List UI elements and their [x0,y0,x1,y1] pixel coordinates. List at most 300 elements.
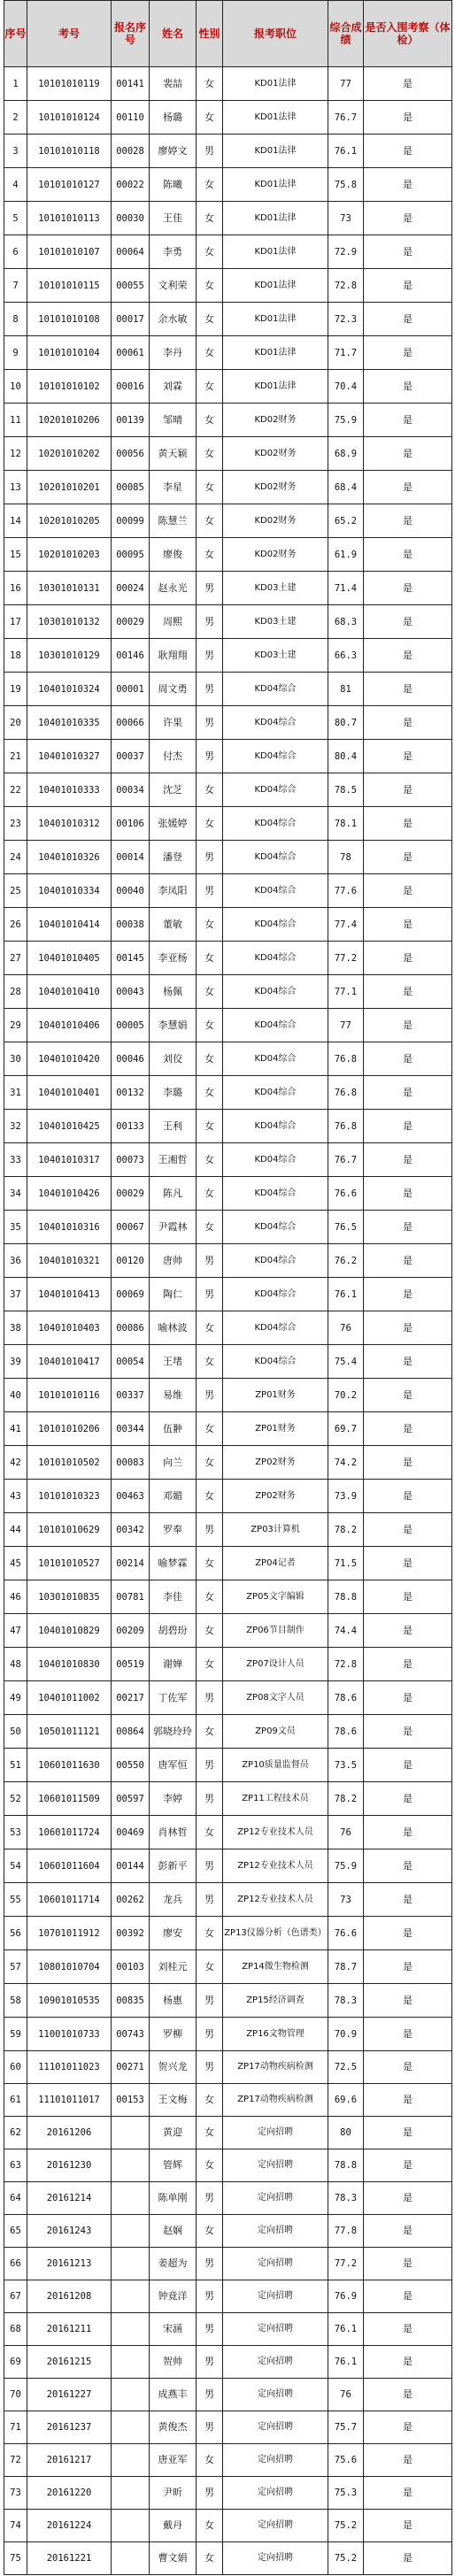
cell-shortlisted: 是 [364,2117,452,2149]
cell-exam-no: 10401010326 [27,841,112,874]
cell-reg-no: 00110 [112,101,150,135]
cell-name: 许果 [150,706,197,740]
cell-position: KD04综合 [223,1244,328,1278]
cell-exam-no: 20161230 [27,2149,112,2182]
cell-exam-no: 10401010425 [27,1110,112,1143]
cell-score: 69.6 [328,2084,364,2117]
cell-shortlisted: 是 [364,740,452,773]
cell-score: 77.6 [328,874,364,908]
cell-name: 向兰 [150,1446,197,1480]
cell-position: KD04综合 [223,1110,328,1143]
table-row [4,740,452,773]
cell-position: ZP02财务 [223,1446,328,1480]
cell-name: 尹昕 [150,2477,197,2510]
cell-position: ZP15经济调查 [223,1984,328,2018]
header-reg-no: 报名序号 [112,1,150,67]
cell-name: 董敏 [150,908,197,942]
table-header [4,1,452,67]
table-row [4,2411,452,2444]
cell-name: 肖林哲 [150,1816,197,1849]
cell-shortlisted: 是 [364,67,452,101]
cell-reg-no: 00069 [112,1278,150,1311]
cell-reg-no: 00519 [112,1648,150,1681]
cell-exam-no: 10401010317 [27,1143,112,1177]
cell-shortlisted: 是 [364,841,452,874]
cell-exam-no: 10401011002 [27,1681,112,1715]
cell-gender: 女 [197,1950,223,1984]
cell-reg-no [112,2248,150,2280]
cell-reg-no: 00073 [112,1143,150,1177]
cell-shortlisted: 是 [364,168,452,202]
cell-reg-no: 00064 [112,235,150,269]
cell-exam-no: 10401010316 [27,1211,112,1244]
cell-score: 75.2 [328,2542,364,2575]
cell-position: ZP01财务 [223,1379,328,1412]
cell-position: KD02财务 [223,504,328,538]
cell-score: 73 [328,202,364,235]
cell-exam-no: 10401010403 [27,1311,112,1345]
cell-reg-no: 00022 [112,168,150,202]
cell-gender: 女 [197,1917,223,1950]
cell-gender: 女 [197,1009,223,1042]
cell-position: ZP04记者 [223,1547,328,1580]
cell-reg-no: 00066 [112,706,150,740]
cell-seq: 55 [4,1883,27,1917]
cell-name: 罗奉 [150,1513,197,1547]
cell-position: ZP12专业技术人员 [223,1883,328,1917]
cell-score: 73.5 [328,1749,364,1782]
cell-gender: 女 [197,538,223,572]
cell-exam-no: 11001010733 [27,2018,112,2051]
cell-exam-no: 20161211 [27,2313,112,2346]
cell-score: 70.2 [328,1379,364,1412]
cell-shortlisted: 是 [364,1917,452,1950]
table-row [4,1547,452,1580]
cell-position: KD01法律 [223,135,328,168]
cell-gender: 男 [197,2313,223,2346]
cell-gender: 女 [197,1715,223,1749]
cell-exam-no: 10101010102 [27,370,112,404]
cell-score: 78.3 [328,2182,364,2215]
cell-name: 杨惠 [150,1984,197,2018]
header-shortlisted: 是否入围考察（体检） [364,1,452,67]
cell-gender: 女 [197,908,223,942]
cell-reg-no: 00046 [112,1042,150,1076]
cell-gender: 男 [197,874,223,908]
cell-seq: 5 [4,202,27,235]
cell-name: 钟竟洋 [150,2280,197,2313]
cell-seq: 20 [4,706,27,740]
cell-reg-no: 00835 [112,1984,150,2018]
cell-name: 廖俊 [150,538,197,572]
cell-position: KD04综合 [223,1177,328,1211]
table-row [4,1950,452,1984]
cell-gender: 男 [197,1883,223,1917]
cell-score: 77.1 [328,975,364,1009]
cell-seq: 4 [4,168,27,202]
cell-exam-no: 10601011604 [27,1849,112,1883]
table-row [4,572,452,605]
cell-name: 王佳 [150,202,197,235]
cell-reg-no: 00056 [112,437,150,471]
cell-seq: 52 [4,1782,27,1816]
cell-name: 周文勇 [150,673,197,706]
cell-exam-no: 10401010413 [27,1278,112,1311]
table-row [4,2248,452,2280]
cell-position: 定向招聘 [223,2313,328,2346]
table-row [4,874,452,908]
cell-score: 73 [328,1883,364,1917]
cell-seq: 31 [4,1076,27,1110]
cell-name: 赵娴 [150,2215,197,2248]
cell-seq: 23 [4,807,27,841]
table-row [4,975,452,1009]
cell-shortlisted: 是 [364,135,452,168]
table-row [4,773,452,807]
cell-exam-no: 20161217 [27,2444,112,2477]
cell-position: KD04综合 [223,706,328,740]
cell-shortlisted: 是 [364,1883,452,1917]
cell-name: 李凤阳 [150,874,197,908]
table-row [4,1816,452,1849]
cell-name: 黄迎 [150,2117,197,2149]
cell-shortlisted: 是 [364,1009,452,1042]
cell-position: ZP11工程技术员 [223,1782,328,1816]
table-row [4,235,452,269]
cell-name: 王湘哲 [150,1143,197,1177]
cell-seq: 30 [4,1042,27,1076]
cell-name: 谢婵 [150,1648,197,1681]
cell-seq: 9 [4,336,27,370]
table-row [4,1749,452,1782]
cell-exam-no: 20161220 [27,2477,112,2510]
cell-reg-no [112,2149,150,2182]
cell-score: 75.7 [328,2411,364,2444]
cell-gender: 女 [197,2510,223,2542]
cell-position: ZP12专业技术人员 [223,1816,328,1849]
cell-position: ZP14微生物检测 [223,1950,328,1984]
cell-exam-no: 10401010406 [27,1009,112,1042]
cell-seq: 2 [4,101,27,135]
cell-name: 杨佩 [150,975,197,1009]
table-row [4,135,452,168]
table-row [4,1681,452,1715]
cell-name: 管辉 [150,2149,197,2182]
cell-reg-no [112,2444,150,2477]
table-row [4,841,452,874]
cell-shortlisted: 是 [364,2542,452,2575]
cell-shortlisted: 是 [364,303,452,336]
cell-exam-no: 10101010119 [27,67,112,101]
cell-shortlisted: 是 [364,1278,452,1311]
cell-exam-no: 10401010410 [27,975,112,1009]
cell-gender: 女 [197,1110,223,1143]
cell-position: KD01法律 [223,336,328,370]
cell-gender: 女 [197,1042,223,1076]
cell-gender: 男 [197,1513,223,1547]
cell-score: 76.2 [328,1244,364,1278]
cell-position: KD04综合 [223,874,328,908]
cell-position: KD01法律 [223,269,328,303]
cell-name: 郭晓玲玲 [150,1715,197,1749]
cell-seq: 66 [4,2248,27,2280]
cell-reg-no [112,2510,150,2542]
cell-reg-no: 00005 [112,1009,150,1042]
cell-score: 78.8 [328,2149,364,2182]
table-row [4,1715,452,1749]
cell-score: 75.9 [328,1849,364,1883]
cell-position: ZP17动物疾病检测 [223,2084,328,2117]
cell-position: KD04综合 [223,1009,328,1042]
cell-shortlisted: 是 [364,1446,452,1480]
cell-position: KD04综合 [223,975,328,1009]
cell-exam-no: 10601011714 [27,1883,112,1917]
table-row [4,1278,452,1311]
cell-gender: 男 [197,1782,223,1816]
cell-name: 付杰 [150,740,197,773]
cell-shortlisted: 是 [364,437,452,471]
cell-name: 裴喆 [150,67,197,101]
cell-gender: 女 [197,807,223,841]
cell-position: KD03土建 [223,639,328,673]
cell-shortlisted: 是 [364,1547,452,1580]
cell-name: 赵永光 [150,572,197,605]
cell-reg-no: 00024 [112,572,150,605]
cell-exam-no: 10301010132 [27,605,112,639]
cell-score: 78.8 [328,1580,364,1614]
cell-seq: 7 [4,269,27,303]
cell-seq: 57 [4,1950,27,1984]
cell-gender: 女 [197,336,223,370]
cell-name: 唐帅 [150,1244,197,1278]
cell-score: 76 [328,1816,364,1849]
cell-score: 73.9 [328,1480,364,1513]
cell-score: 76.1 [328,2313,364,2346]
table-row [4,471,452,504]
cell-reg-no [112,2215,150,2248]
cell-reg-no: 00342 [112,1513,150,1547]
cell-name: 黄天颖 [150,437,197,471]
table-row [4,1143,452,1177]
cell-seq: 22 [4,773,27,807]
cell-position: KD02财务 [223,404,328,437]
table-row [4,202,452,235]
cell-seq: 37 [4,1278,27,1311]
cell-shortlisted: 是 [364,471,452,504]
cell-position: KD03土建 [223,605,328,639]
cell-gender: 男 [197,1278,223,1311]
cell-seq: 41 [4,1412,27,1446]
cell-name: 沈芝 [150,773,197,807]
cell-score: 71.4 [328,572,364,605]
cell-shortlisted: 是 [364,2510,452,2542]
cell-position: KD02财务 [223,538,328,572]
cell-shortlisted: 是 [364,336,452,370]
cell-position: ZP12专业技术人员 [223,1849,328,1883]
cell-reg-no [112,2346,150,2379]
table-row [4,1849,452,1883]
cell-score: 75.2 [328,2510,364,2542]
table-row [4,437,452,471]
cell-gender: 女 [197,1614,223,1648]
cell-score: 77 [328,67,364,101]
cell-score: 68.3 [328,605,364,639]
cell-score: 74.4 [328,1614,364,1648]
cell-gender: 女 [197,1580,223,1614]
cell-score: 76.1 [328,2346,364,2379]
cell-reg-no: 00153 [112,2084,150,2117]
cell-gender: 女 [197,1311,223,1345]
cell-exam-no: 10101010118 [27,135,112,168]
cell-gender: 男 [197,1681,223,1715]
cell-position: KD04综合 [223,841,328,874]
cell-seq: 26 [4,908,27,942]
cell-exam-no: 10201010206 [27,404,112,437]
table-row [4,2084,452,2117]
cell-shortlisted: 是 [364,1648,452,1681]
cell-gender: 女 [197,2117,223,2149]
cell-position: KD02财务 [223,437,328,471]
table-row [4,2051,452,2084]
cell-gender: 女 [197,975,223,1009]
table-row [4,1917,452,1950]
cell-shortlisted: 是 [364,1681,452,1715]
cell-score: 71.7 [328,336,364,370]
cell-name: 邹晴 [150,404,197,437]
cell-position: KD01法律 [223,168,328,202]
cell-score: 70.9 [328,2018,364,2051]
cell-shortlisted: 是 [364,2084,452,2117]
cell-gender: 女 [197,303,223,336]
table-row [4,673,452,706]
cell-gender: 女 [197,2084,223,2117]
cell-reg-no: 00029 [112,605,150,639]
table-body [4,67,452,2575]
cell-shortlisted: 是 [364,773,452,807]
cell-gender: 女 [197,1648,223,1681]
cell-gender: 女 [197,504,223,538]
cell-reg-no: 00040 [112,874,150,908]
cell-score: 77.2 [328,942,364,975]
cell-gender: 女 [197,1412,223,1446]
cell-score: 72.8 [328,269,364,303]
cell-name: 余水敏 [150,303,197,336]
cell-gender: 男 [197,2248,223,2280]
cell-seq: 24 [4,841,27,874]
cell-gender: 女 [197,2215,223,2248]
cell-shortlisted: 是 [364,572,452,605]
cell-exam-no: 10401010334 [27,874,112,908]
table-row [4,303,452,336]
table-row [4,2379,452,2411]
table-row [4,1480,452,1513]
cell-seq: 61 [4,2084,27,2117]
cell-name: 曹文娟 [150,2542,197,2575]
cell-position: 定向招聘 [223,2542,328,2575]
cell-exam-no: 10401010312 [27,807,112,841]
cell-position: KD04综合 [223,1345,328,1379]
cell-exam-no: 10301010131 [27,572,112,605]
cell-reg-no [112,2542,150,2575]
cell-reg-no: 00103 [112,1950,150,1984]
cell-shortlisted: 是 [364,2018,452,2051]
table-row [4,2215,452,2248]
cell-shortlisted: 是 [364,1211,452,1244]
cell-name: 丁佐军 [150,1681,197,1715]
cell-exam-no: 10101010206 [27,1412,112,1446]
table-row [4,2313,452,2346]
cell-score: 76.5 [328,1211,364,1244]
cell-score: 75.9 [328,404,364,437]
cell-gender: 女 [197,773,223,807]
cell-reg-no: 00597 [112,1782,150,1816]
cell-shortlisted: 是 [364,1849,452,1883]
cell-seq: 72 [4,2444,27,2477]
cell-score: 81 [328,673,364,706]
cell-name: 廖婷文 [150,135,197,168]
cell-position: KD01法律 [223,67,328,101]
cell-gender: 男 [197,2280,223,2313]
cell-exam-no: 10801010704 [27,1950,112,1984]
cell-reg-no: 00262 [112,1883,150,1917]
cell-exam-no: 10401010426 [27,1177,112,1211]
cell-score: 69.7 [328,1412,364,1446]
cell-score: 76 [328,1311,364,1345]
cell-position: KD04综合 [223,1211,328,1244]
cell-gender: 男 [197,2411,223,2444]
table-row [4,2444,452,2477]
cell-reg-no: 00550 [112,1749,150,1782]
table-row [4,1412,452,1446]
table-row [4,269,452,303]
cell-seq: 44 [4,1513,27,1547]
cell-exam-no: 10101010323 [27,1480,112,1513]
cell-name: 李婷 [150,1782,197,1816]
cell-score: 76.1 [328,1278,364,1311]
cell-exam-no: 10301010129 [27,639,112,673]
cell-name: 彭新平 [150,1849,197,1883]
cell-reg-no: 00014 [112,841,150,874]
cell-gender: 男 [197,135,223,168]
cell-reg-no: 00132 [112,1076,150,1110]
cell-gender: 男 [197,2051,223,2084]
cell-seq: 74 [4,2510,27,2542]
header-gender: 性别 [197,1,223,67]
cell-shortlisted: 是 [364,1614,452,1648]
cell-position: KD04综合 [223,1311,328,1345]
cell-exam-no: 20161208 [27,2280,112,2313]
cell-exam-no: 10401010335 [27,706,112,740]
cell-reg-no: 00029 [112,1177,150,1211]
cell-position: KD04综合 [223,1143,328,1177]
cell-reg-no: 00086 [112,1311,150,1345]
cell-reg-no: 00271 [112,2051,150,2084]
cell-position: 定向招聘 [223,2248,328,2280]
cell-reg-no: 00055 [112,269,150,303]
cell-gender: 女 [197,2542,223,2575]
cell-shortlisted: 是 [364,874,452,908]
table-row [4,1513,452,1547]
cell-shortlisted: 是 [364,2346,452,2379]
table-row [4,538,452,572]
cell-position: 定向招聘 [223,2117,328,2149]
cell-shortlisted: 是 [364,807,452,841]
cell-reg-no: 00099 [112,504,150,538]
cell-reg-no: 00034 [112,773,150,807]
cell-name: 戴丹 [150,2510,197,2542]
cell-name: 杨璐 [150,101,197,135]
cell-gender: 男 [197,605,223,639]
